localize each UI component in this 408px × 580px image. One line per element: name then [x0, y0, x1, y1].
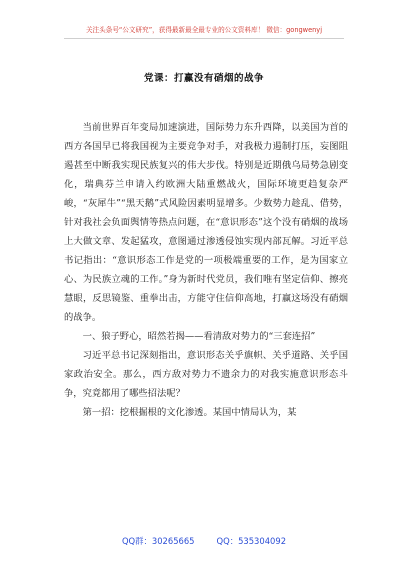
- document-title: 党课：打赢没有硝烟的战争: [143, 73, 264, 84]
- document-body: [64, 118, 348, 422]
- header-promo-note: 关注头条号“公文研究”，获得最新最全最专业的公文资料库！ 微信：gongwenyj: [85, 26, 323, 34]
- paragraph-first-tactic: 第一招：挖根掘根的文化渗透。某国中情局认为，某: [82, 407, 297, 418]
- footer-qq-number: QQ：535304092: [216, 536, 287, 546]
- section-heading: 一、狼子野心，昭然若揭——看清敌对势力的“三套连招”: [82, 331, 316, 342]
- paragraph-intro: 当前世界百年变局加速演进，国际势力东升西降，以美国为首的西方各国早已将我国视为主要竞争对手，对我极力遏制打压，妄图阻遏甚至中断我实现民族复兴的伟大步伐。特别是近期俄乌局势急剧变化，瑞典芬兰申请入约欧洲大陆重燃战火，国际环境更趋复杂严峻，“灰犀牛”“黑天鹅”式风险因素明显增多。少数势力趁乱、借势，针对我社会负面舆情等热点问题，在“意识形态”这个没有硝烟的战场上大做文章、发起猛攻，意图通过渗透侵蚀实现内部瓦解。习近平总书记指出：“意识形态工作是党的一项极端重要的工作，是为国家立心、为民族立魂的工作。”身为新时代党员，我们唯有坚定信仰、擦亮慧眼，反思镜鉴、重拳出击，方能守住信仰高地，打赢这场没有硝烟的战争。: [64, 122, 348, 323]
- footer-contact: [0, 535, 408, 547]
- header-divider: [64, 38, 344, 39]
- footer-qq-group: QQ群：30265665: [121, 536, 195, 546]
- paragraph-section-intro: 习近平总书记深刻指出，意识形态关乎旗帜、关乎道路、关乎国家政治安全。那么，西方敌对势力不遗余力的对我实施意识形态斗争，究竟都用了哪些招法呢？: [64, 350, 348, 399]
